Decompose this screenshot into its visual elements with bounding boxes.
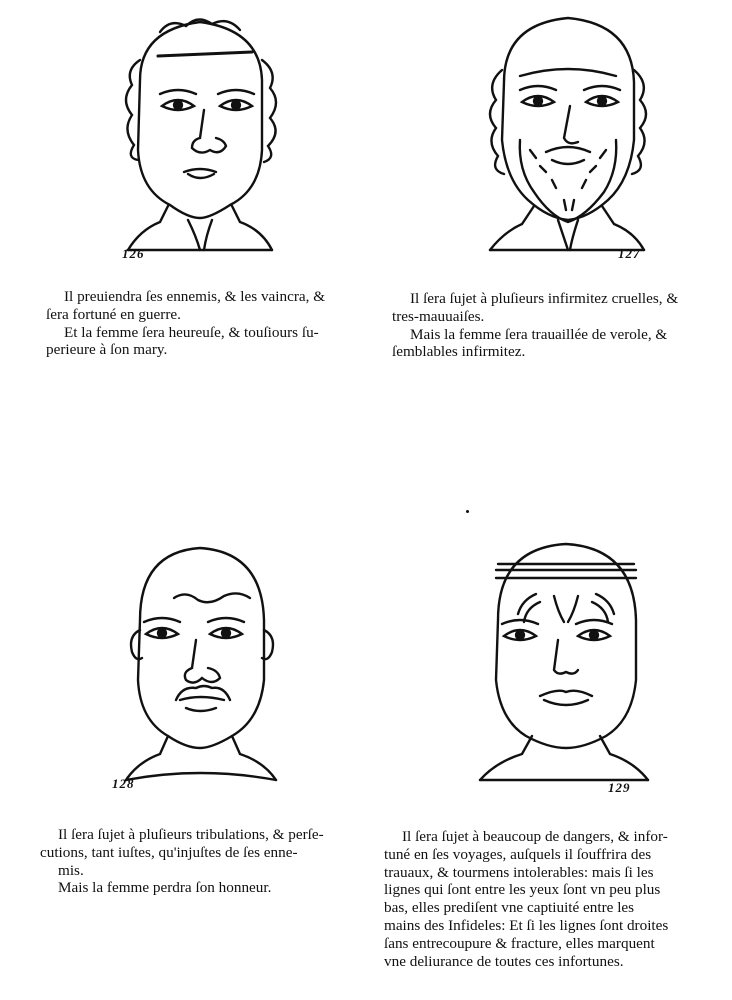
figure-number-128: 128	[112, 776, 135, 791]
caption-line: Et la femme ſera heureuſe, & touſiours ſu-	[64, 323, 319, 341]
figure-number-129: 129	[608, 780, 631, 795]
caption-line: Il ſera ſujet à pluſieurs infirmitez cruelles, &	[410, 290, 679, 307]
caption-line: Mais la femme ſera trauaillée de verole, &	[410, 325, 668, 343]
caption-129	[384, 828, 710, 970]
caption-line: vne deliurance de toutes ces infortunes.	[384, 952, 624, 970]
caption-line: Il ſera ſujet à beaucoup de dangers, & infor-	[402, 828, 668, 845]
caption-line: Il preuiendra ſes ennemis, & les vaincra, &	[64, 288, 326, 305]
caption-127	[392, 290, 714, 361]
caption-line: trauaux, & tourmens intolerables: mais ſi les	[384, 863, 654, 881]
ink-speck	[466, 510, 469, 513]
figure-number-126: 126	[122, 246, 145, 261]
caption-line: mis.	[58, 861, 84, 879]
caption-line: lignes qui ſont entre les yeux ſont vn peu plus	[384, 881, 661, 899]
caption-line: bas, elles prediſent vne captiuité entre les	[384, 899, 635, 917]
caption-line: cutions, tant iuſtes, qu'injuſtes de ſes enne-	[40, 843, 298, 861]
caption-126	[46, 288, 368, 359]
figure-number-127: 127	[618, 246, 641, 261]
face-illustration-126	[100, 10, 300, 260]
caption-line: ſemblables infirmitez.	[392, 343, 526, 361]
face-illustration-129	[466, 540, 666, 800]
caption-line: Mais la femme perdra ſon honneur.	[58, 879, 272, 897]
caption-line: ſans entrecoupure & fracture, elles marquent	[384, 934, 655, 952]
caption-line: tuné en ſes voyages, auſquels il ſouffrira des	[384, 845, 652, 863]
caption-line: tres-mauuaiſes.	[392, 307, 485, 325]
face-illustration-127	[468, 10, 668, 260]
caption-line: Il ſera ſujet à pluſieurs tribulations, & perſe-	[58, 826, 324, 843]
face-illustration-128	[100, 540, 300, 790]
caption-line: mains des Infideles: Et ſi les lignes ſont droites	[384, 916, 669, 934]
caption-128	[40, 826, 366, 897]
caption-line: perieure à ſon mary.	[46, 341, 168, 359]
caption-line: ſera fortuné en guerre.	[46, 305, 181, 323]
